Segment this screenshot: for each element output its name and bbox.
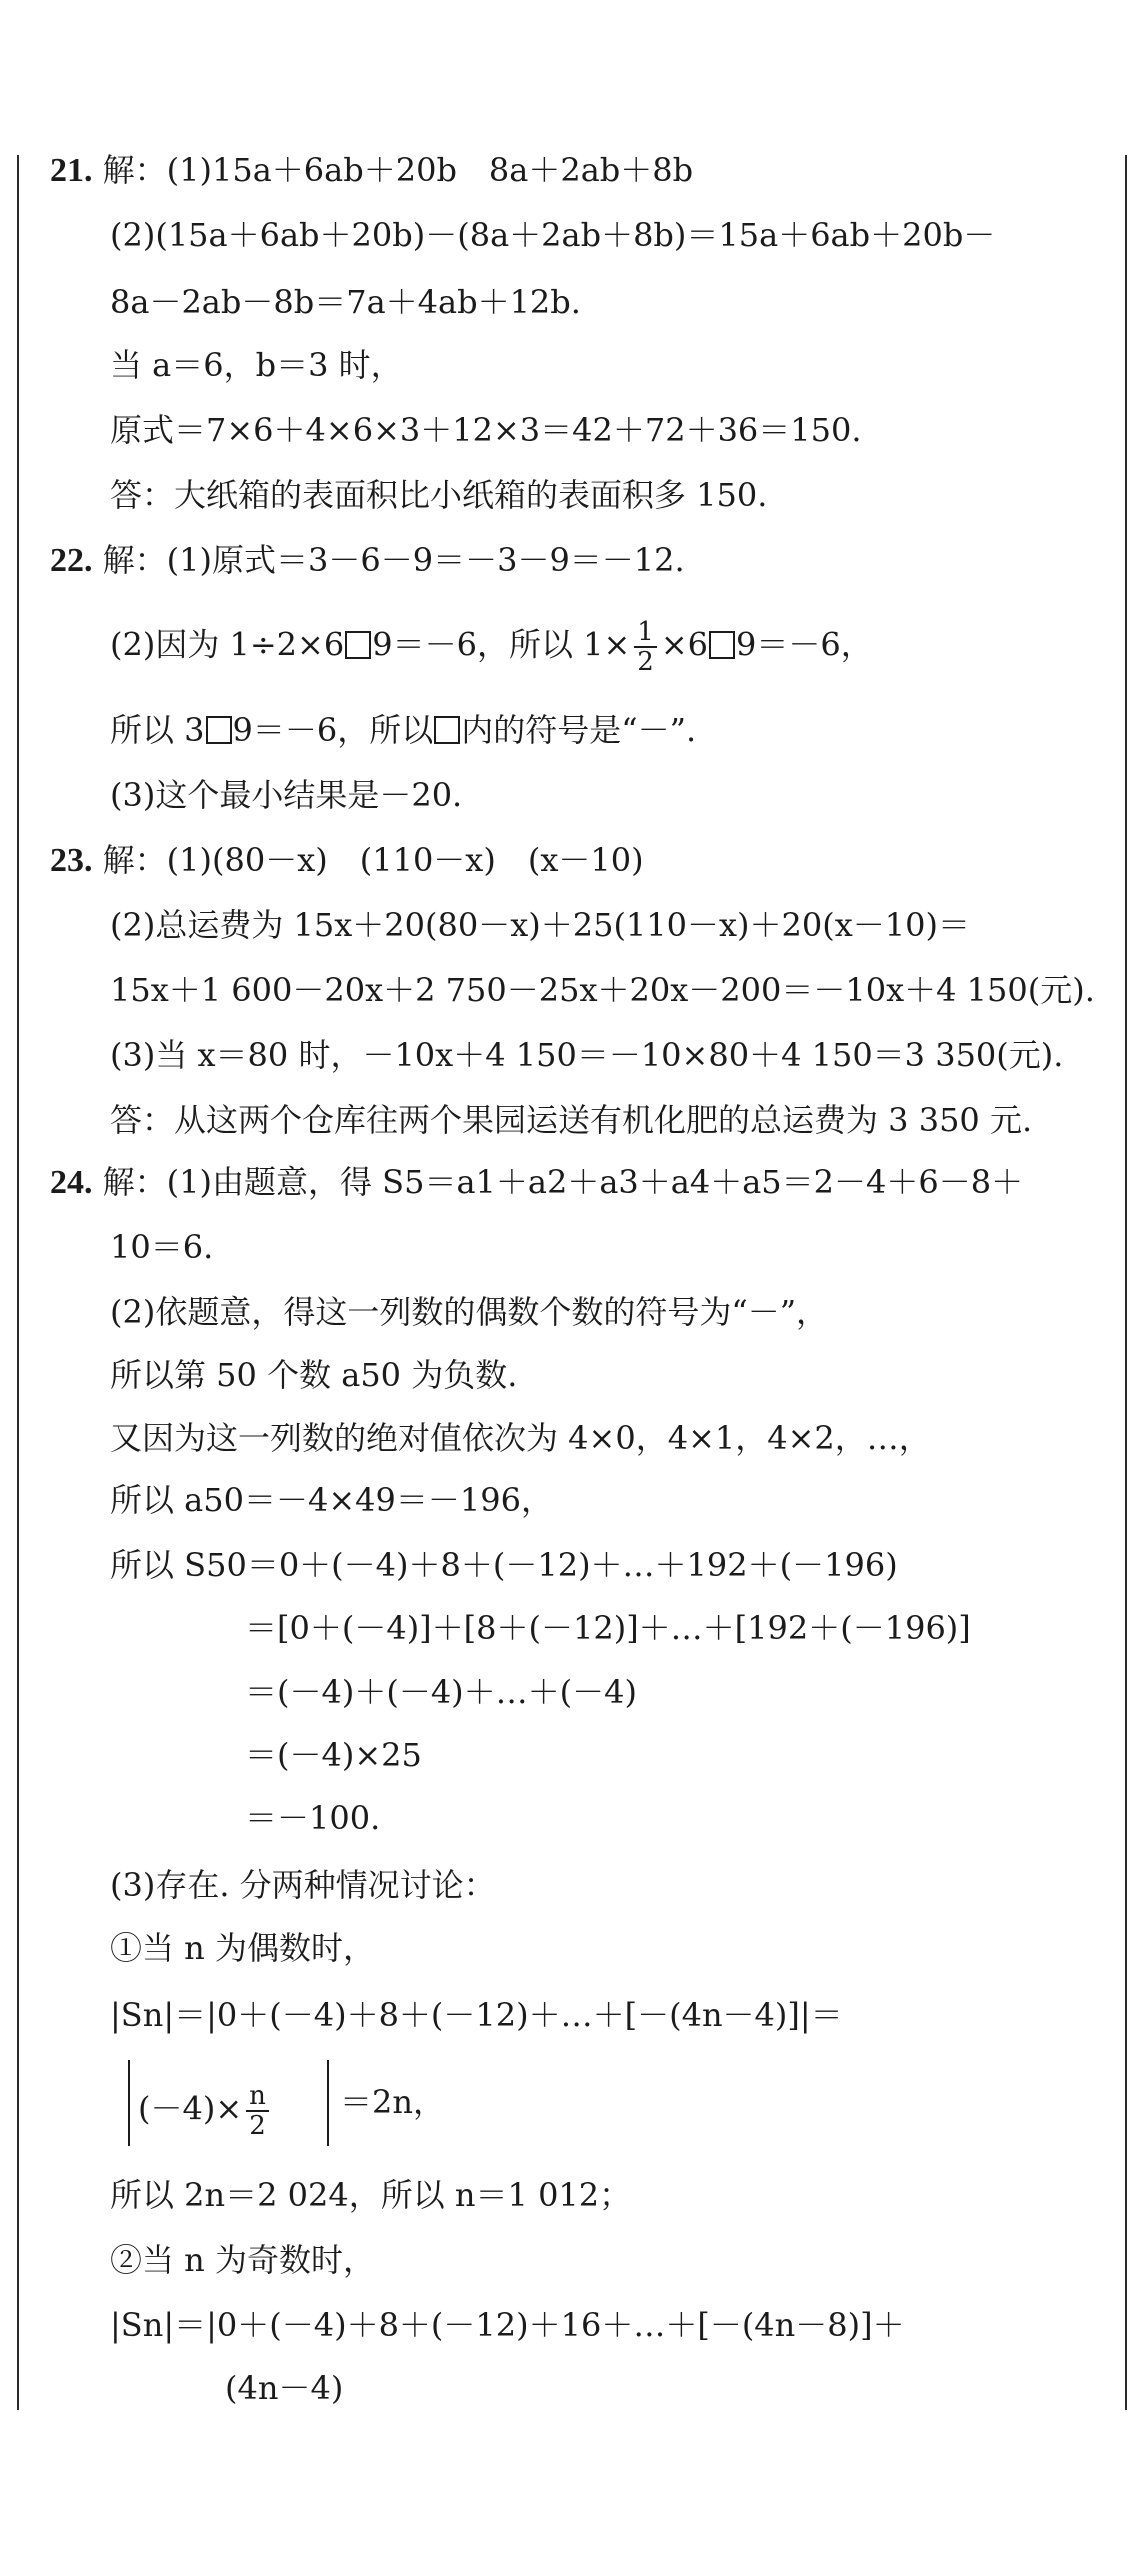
problem-23-line-2: (2)总运费为 15x＋20(80－x)＋25(110－x)＋20(x－10)＝ [110, 906, 970, 944]
problem-24-line-13: ①当 n 为偶数时， [110, 1929, 375, 1967]
problem-22-line-1: 22. 解：(1)原式＝3－6－9＝－3－9＝－12. [50, 541, 685, 579]
problem-21-line-1: 21. 解：(1)15a＋6ab＋20b 8a＋2ab＋8b [50, 151, 694, 189]
problem-21-line-5: 原式＝7×6＋4×6×3＋12×3＝42＋72＋36＝150. [110, 411, 862, 449]
problem-23-answer: 答：从这两个仓库往两个果园运送有机化肥的总运费为 3 350 元. [110, 1101, 1033, 1139]
problem-24-line-1: 24. 解：(1)由题意，得 S5＝a1＋a2＋a3＋a4＋a5＝2－4＋6－8＋ [50, 1163, 1024, 1201]
problem-24-line-11: ＝－100. [245, 1799, 381, 1837]
problem-21-line-3: 8a－2ab－8b＝7a＋4ab＋12b. [110, 283, 581, 321]
problem-number: 22. [50, 542, 93, 579]
problem-24-line-4: 所以第 50 个数 a50 为负数. [110, 1356, 518, 1394]
problem-23-line-4: (3)当 x＝80 时，－10x＋4 150＝－10×80＋4 150＝3 350(元). [110, 1036, 1064, 1074]
problem-number: 24. [50, 1164, 93, 1201]
problem-24-line-15: (－4)× $\frac{n}{2}$ [138, 2082, 273, 2140]
problem-24-line-18: |Sn|＝|0＋(－4)＋8＋(－12)＋16＋…＋[－(4n－8)]＋ [110, 2306, 905, 2344]
problem-number: 21. [50, 152, 93, 189]
blank-box [434, 716, 460, 744]
problem-21-line-4: 当 a＝6，b＝3 时， [110, 346, 403, 384]
problem-22-line-3: 所以 3 9＝－6，所以 内的符号是“－”. [110, 711, 697, 749]
right-margin-rule [1125, 155, 1127, 2410]
problem-24-line-7: 所以 S50＝0＋(－4)＋8＋(－12)＋…＋192＋(－196) [110, 1546, 898, 1584]
problem-21-line-2: (2)(15a＋6ab＋20b)－(8a＋2ab＋8b)＝15a＋6ab＋20b－ [110, 216, 996, 254]
problem-24-line-10: ＝(－4)×25 [245, 1736, 422, 1774]
problem-24-line-12: (3)存在. 分两种情况讨论： [110, 1866, 496, 1904]
problem-24-line-3: (2)依题意，得这一列数的偶数个数的符号为“－”， [110, 1293, 829, 1331]
fraction: $\frac{1}{2}$ [634, 618, 657, 676]
problem-24-line-19: (4n－4) [225, 2369, 344, 2407]
blank-box [709, 631, 735, 659]
problem-24-line-9: ＝(－4)＋(－4)＋…＋(－4) [245, 1673, 637, 1711]
problem-24-line-15-result: ＝2n， [340, 2083, 445, 2121]
problem-24-line-5: 又因为这一列数的绝对值依次为 4×0，4×1，4×2，…， [110, 1419, 931, 1457]
problem-24-line-17: ②当 n 为奇数时， [110, 2241, 375, 2279]
fraction: $\frac{n}{2}$ [246, 2082, 269, 2140]
problem-24-line-6: 所以 a50＝－4×49＝－196， [110, 1481, 553, 1519]
problem-22-line-2: (2)因为 1÷2×6 9＝－6，所以 1× $\frac{1}{2}$ ×6 9＝－6， [110, 617, 873, 677]
problem-24-line-2: 10＝6. [110, 1228, 214, 1266]
problem-24-line-14: |Sn|＝|0＋(－4)＋8＋(－12)＋…＋[－(4n－4)]|＝ [110, 1996, 843, 2034]
problem-21-answer: 答：大纸箱的表面积比小纸箱的表面积多 150. [110, 476, 768, 514]
blank-box [206, 716, 232, 744]
absolute-value-bar-right [327, 2060, 329, 2146]
blank-box [345, 631, 371, 659]
left-margin-rule [17, 155, 19, 2410]
absolute-value-bar-left [128, 2060, 130, 2146]
problem-23-line-3: 15x＋1 600－20x＋2 750－25x＋20x－200＝－10x＋4 150(元). [110, 971, 1095, 1009]
problem-24-line-16: 所以 2n＝2 024，所以 n＝1 012； [110, 2176, 632, 2214]
problem-number: 23. [50, 842, 93, 879]
problem-24-line-8: ＝[0＋(－4)]＋[8＋(－12)]＋…＋[192＋(－196)] [245, 1609, 971, 1647]
problem-23-line-1: 23. 解：(1)(80－x) (110－x) (x－10) [50, 841, 644, 879]
problem-22-line-4: (3)这个最小结果是－20. [110, 776, 463, 814]
